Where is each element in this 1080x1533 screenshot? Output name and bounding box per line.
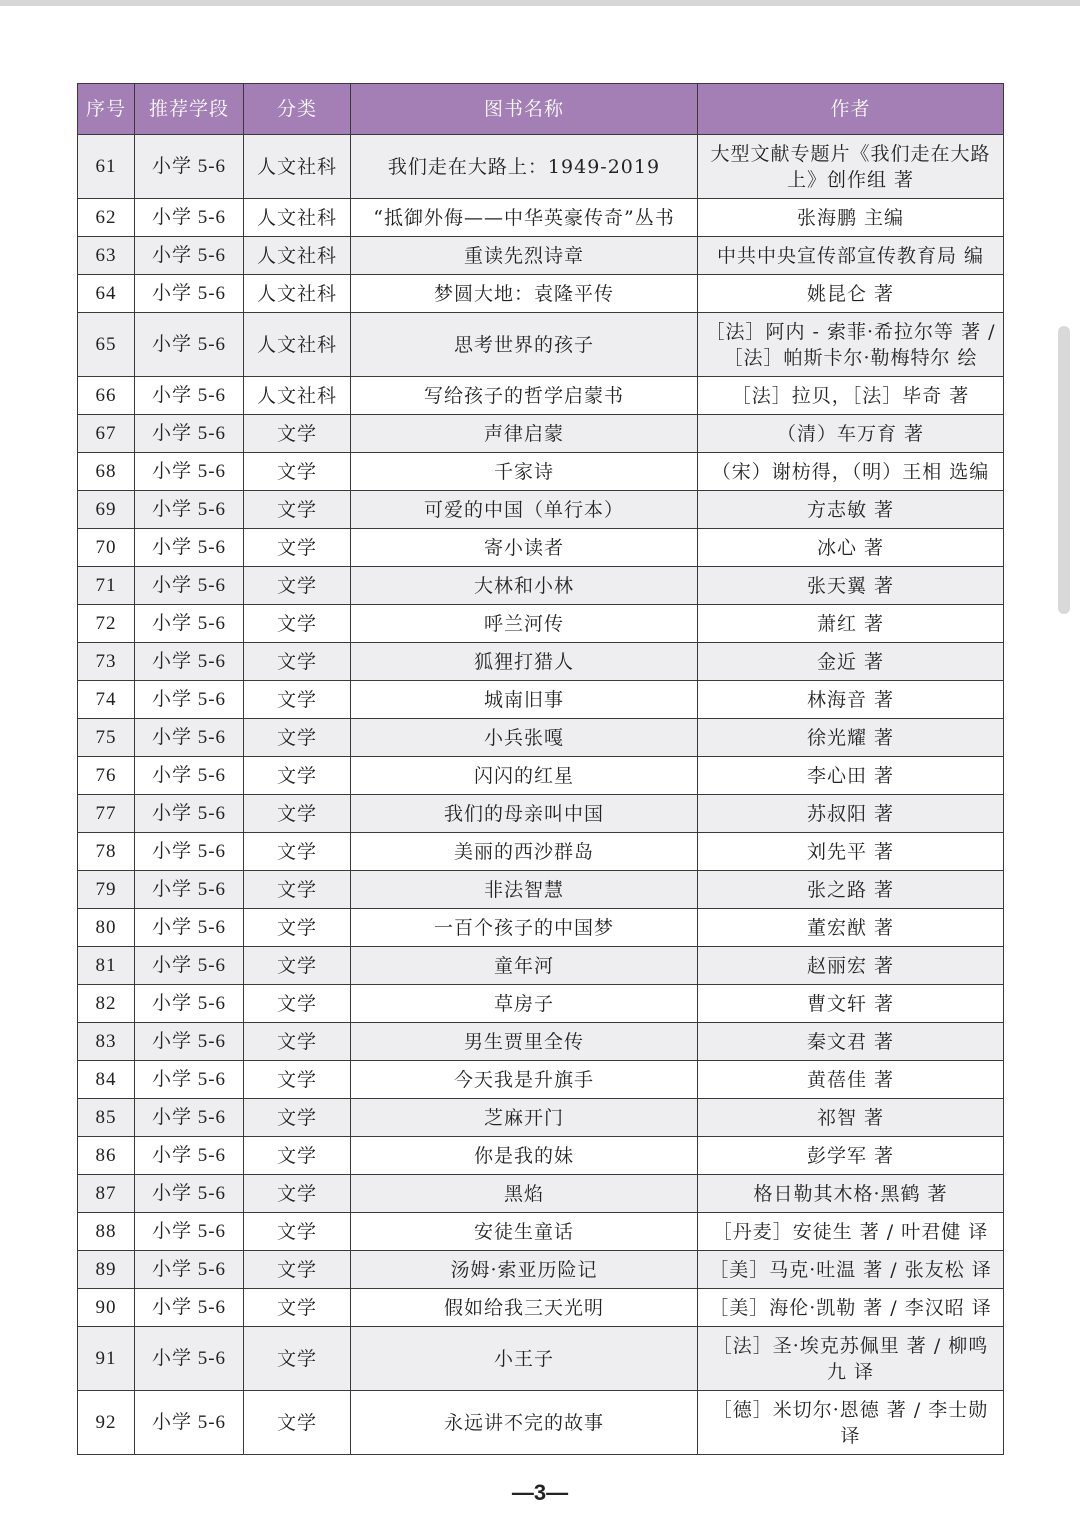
cell-number: 67 [78, 415, 135, 453]
cell-title: 草房子 [351, 985, 698, 1023]
table-row [78, 719, 1004, 757]
table-row [78, 795, 1004, 833]
cell-stage: 小学 5-6 [135, 1391, 244, 1455]
cell-category: 文学 [244, 1213, 351, 1251]
cell-number: 86 [78, 1137, 135, 1175]
cell-title: 声律启蒙 [351, 415, 698, 453]
cell-author: 刘先平 著 [698, 833, 1004, 871]
cell-category: 文学 [244, 1023, 351, 1061]
table-row [78, 237, 1004, 275]
cell-number: 75 [78, 719, 135, 757]
cell-author: 李心田 著 [698, 757, 1004, 795]
book-list-table [77, 83, 1004, 1455]
table-row [78, 1327, 1004, 1391]
table-row [78, 377, 1004, 415]
table-row [78, 1137, 1004, 1175]
cell-category: 文学 [244, 529, 351, 567]
top-status-bar [0, 0, 1080, 6]
cell-author: 张之路 著 [698, 871, 1004, 909]
table-row [78, 871, 1004, 909]
cell-stage: 小学 5-6 [135, 985, 244, 1023]
cell-title: 假如给我三天光明 [351, 1289, 698, 1327]
cell-author: ［法］圣·埃克苏佩里 著 / 柳鸣九 译 [698, 1327, 1004, 1391]
table-row [78, 1099, 1004, 1137]
cell-stage: 小学 5-6 [135, 795, 244, 833]
cell-number: 87 [78, 1175, 135, 1213]
cell-number: 77 [78, 795, 135, 833]
cell-number: 61 [78, 135, 135, 199]
cell-category: 人文社科 [244, 313, 351, 377]
cell-author: 徐光耀 著 [698, 719, 1004, 757]
cell-author: 张天翼 著 [698, 567, 1004, 605]
cell-author: 萧红 著 [698, 605, 1004, 643]
table-row [78, 199, 1004, 237]
table-row [78, 681, 1004, 719]
cell-stage: 小学 5-6 [135, 567, 244, 605]
cell-title: 大林和小林 [351, 567, 698, 605]
cell-number: 64 [78, 275, 135, 313]
cell-stage: 小学 5-6 [135, 529, 244, 567]
cell-title: 我们走在大路上：1949-2019 [351, 135, 698, 199]
cell-stage: 小学 5-6 [135, 1327, 244, 1391]
cell-title: 你是我的妹 [351, 1137, 698, 1175]
cell-author: 姚昆仑 著 [698, 275, 1004, 313]
cell-title: 重读先烈诗章 [351, 237, 698, 275]
table-row [78, 1213, 1004, 1251]
cell-category: 人文社科 [244, 135, 351, 199]
table-row [78, 1391, 1004, 1455]
cell-author: ［美］马克·吐温 著 / 张友松 译 [698, 1251, 1004, 1289]
cell-number: 85 [78, 1099, 135, 1137]
table-row [78, 947, 1004, 985]
cell-author: 大型文献专题片《我们走在大路上》创作组 著 [698, 135, 1004, 199]
cell-title: 闪闪的红星 [351, 757, 698, 795]
cell-title: 永远讲不完的故事 [351, 1391, 698, 1455]
cell-author: 秦文君 著 [698, 1023, 1004, 1061]
cell-number: 89 [78, 1251, 135, 1289]
cell-number: 70 [78, 529, 135, 567]
cell-author: 格日勒其木格·黑鹤 著 [698, 1175, 1004, 1213]
cell-title: 童年河 [351, 947, 698, 985]
cell-author: （清）车万育 著 [698, 415, 1004, 453]
cell-category: 文学 [244, 757, 351, 795]
cell-stage: 小学 5-6 [135, 275, 244, 313]
header-stage: 推荐学段 [135, 84, 244, 135]
cell-author: 彭学军 著 [698, 1137, 1004, 1175]
cell-category: 文学 [244, 1289, 351, 1327]
cell-stage: 小学 5-6 [135, 833, 244, 871]
cell-stage: 小学 5-6 [135, 1137, 244, 1175]
cell-number: 80 [78, 909, 135, 947]
cell-stage: 小学 5-6 [135, 909, 244, 947]
cell-title: 可爱的中国（单行本） [351, 491, 698, 529]
cell-category: 人文社科 [244, 275, 351, 313]
table-row [78, 135, 1004, 199]
cell-category: 文学 [244, 567, 351, 605]
cell-title: 芝麻开门 [351, 1099, 698, 1137]
cell-title: 寄小读者 [351, 529, 698, 567]
page-number: —3— [511, 1480, 569, 1505]
cell-title: 今天我是升旗手 [351, 1061, 698, 1099]
cell-title: 写给孩子的哲学启蒙书 [351, 377, 698, 415]
cell-category: 文学 [244, 1327, 351, 1391]
cell-author: ［美］海伦·凯勒 著 / 李汉昭 译 [698, 1289, 1004, 1327]
cell-number: 88 [78, 1213, 135, 1251]
cell-author: 金近 著 [698, 643, 1004, 681]
cell-author: 祁智 著 [698, 1099, 1004, 1137]
cell-number: 76 [78, 757, 135, 795]
cell-title: 思考世界的孩子 [351, 313, 698, 377]
table-row [78, 1175, 1004, 1213]
cell-title: 男生贾里全传 [351, 1023, 698, 1061]
cell-author: ［法］阿内 - 索菲·希拉尔等 著 / ［法］帕斯卡尔·勒梅特尔 绘 [698, 313, 1004, 377]
cell-number: 81 [78, 947, 135, 985]
cell-author: 苏叔阳 著 [698, 795, 1004, 833]
cell-stage: 小学 5-6 [135, 313, 244, 377]
table-row [78, 985, 1004, 1023]
cell-number: 72 [78, 605, 135, 643]
table-row [78, 909, 1004, 947]
cell-author: 中共中央宣传部宣传教育局 编 [698, 237, 1004, 275]
cell-number: 73 [78, 643, 135, 681]
cell-number: 65 [78, 313, 135, 377]
cell-stage: 小学 5-6 [135, 681, 244, 719]
cell-author: 赵丽宏 著 [698, 947, 1004, 985]
cell-author: 黄蓓佳 著 [698, 1061, 1004, 1099]
cell-title: 小兵张嘎 [351, 719, 698, 757]
cell-title: 非法智慧 [351, 871, 698, 909]
cell-category: 文学 [244, 643, 351, 681]
cell-category: 文学 [244, 909, 351, 947]
header-author: 作者 [698, 84, 1004, 135]
cell-stage: 小学 5-6 [135, 415, 244, 453]
header-number: 序号 [78, 84, 135, 135]
cell-category: 人文社科 [244, 199, 351, 237]
cell-author: 董宏猷 著 [698, 909, 1004, 947]
cell-number: 71 [78, 567, 135, 605]
cell-category: 文学 [244, 795, 351, 833]
cell-stage: 小学 5-6 [135, 1213, 244, 1251]
cell-stage: 小学 5-6 [135, 1289, 244, 1327]
cell-title: 小王子 [351, 1327, 698, 1391]
cell-title: 汤姆·索亚历险记 [351, 1251, 698, 1289]
cell-number: 82 [78, 985, 135, 1023]
cell-number: 68 [78, 453, 135, 491]
cell-stage: 小学 5-6 [135, 237, 244, 275]
cell-author: 冰心 著 [698, 529, 1004, 567]
cell-stage: 小学 5-6 [135, 199, 244, 237]
table-row [78, 1251, 1004, 1289]
cell-author: ［丹麦］安徒生 著 / 叶君健 译 [698, 1213, 1004, 1251]
table-row [78, 757, 1004, 795]
cell-category: 文学 [244, 947, 351, 985]
table-row [78, 605, 1004, 643]
cell-number: 62 [78, 199, 135, 237]
cell-author: 方志敏 著 [698, 491, 1004, 529]
cell-stage: 小学 5-6 [135, 871, 244, 909]
cell-category: 文学 [244, 491, 351, 529]
cell-category: 文学 [244, 1391, 351, 1455]
table-header-row [78, 84, 1004, 135]
table-row [78, 1023, 1004, 1061]
cell-stage: 小学 5-6 [135, 719, 244, 757]
cell-author: 张海鹏 主编 [698, 199, 1004, 237]
cell-category: 文学 [244, 605, 351, 643]
cell-title: 梦圆大地：袁隆平传 [351, 275, 698, 313]
cell-number: 91 [78, 1327, 135, 1391]
cell-stage: 小学 5-6 [135, 947, 244, 985]
cell-category: 文学 [244, 1061, 351, 1099]
table-row [78, 275, 1004, 313]
cell-category: 文学 [244, 1099, 351, 1137]
cell-title: 呼兰河传 [351, 605, 698, 643]
cell-category: 文学 [244, 871, 351, 909]
cell-stage: 小学 5-6 [135, 1023, 244, 1061]
cell-author: 林海音 著 [698, 681, 1004, 719]
cell-category: 人文社科 [244, 237, 351, 275]
table-row [78, 1061, 1004, 1099]
cell-category: 文学 [244, 1175, 351, 1213]
header-category: 分类 [244, 84, 351, 135]
cell-stage: 小学 5-6 [135, 135, 244, 199]
cell-stage: 小学 5-6 [135, 491, 244, 529]
cell-stage: 小学 5-6 [135, 1251, 244, 1289]
cell-number: 74 [78, 681, 135, 719]
table-row [78, 567, 1004, 605]
cell-author: （宋）谢枋得，（明）王相 选编 [698, 453, 1004, 491]
cell-number: 84 [78, 1061, 135, 1099]
cell-category: 文学 [244, 681, 351, 719]
cell-author: ［德］米切尔·恩德 著 / 李士勋 译 [698, 1391, 1004, 1455]
cell-stage: 小学 5-6 [135, 1175, 244, 1213]
table-row [78, 529, 1004, 567]
cell-number: 92 [78, 1391, 135, 1455]
cell-stage: 小学 5-6 [135, 1099, 244, 1137]
cell-number: 69 [78, 491, 135, 529]
cell-category: 文学 [244, 985, 351, 1023]
table-row [78, 491, 1004, 529]
cell-title: 美丽的西沙群岛 [351, 833, 698, 871]
cell-author: 曹文轩 著 [698, 985, 1004, 1023]
cell-stage: 小学 5-6 [135, 1061, 244, 1099]
cell-author: ［法］拉贝，［法］毕奇 著 [698, 377, 1004, 415]
table-row [78, 313, 1004, 377]
table-row [78, 833, 1004, 871]
cell-title: 黑焰 [351, 1175, 698, 1213]
cell-stage: 小学 5-6 [135, 643, 244, 681]
cell-title: “抵御外侮——中华英豪传奇”丛书 [351, 199, 698, 237]
cell-title: 我们的母亲叫中国 [351, 795, 698, 833]
cell-number: 90 [78, 1289, 135, 1327]
cell-stage: 小学 5-6 [135, 757, 244, 795]
cell-category: 文学 [244, 833, 351, 871]
cell-stage: 小学 5-6 [135, 453, 244, 491]
header-title: 图书名称 [351, 84, 698, 135]
cell-stage: 小学 5-6 [135, 605, 244, 643]
cell-title: 一百个孩子的中国梦 [351, 909, 698, 947]
cell-title: 狐狸打猎人 [351, 643, 698, 681]
cell-title: 安徒生童话 [351, 1213, 698, 1251]
cell-category: 文学 [244, 1137, 351, 1175]
cell-title: 城南旧事 [351, 681, 698, 719]
table-row [78, 453, 1004, 491]
cell-number: 83 [78, 1023, 135, 1061]
cell-category: 文学 [244, 1251, 351, 1289]
cell-category: 文学 [244, 719, 351, 757]
cell-title: 千家诗 [351, 453, 698, 491]
cell-number: 66 [78, 377, 135, 415]
scrollbar[interactable] [1058, 326, 1070, 614]
cell-stage: 小学 5-6 [135, 377, 244, 415]
table-row [78, 643, 1004, 681]
table-row [78, 1289, 1004, 1327]
table-row [78, 415, 1004, 453]
cell-number: 63 [78, 237, 135, 275]
cell-number: 78 [78, 833, 135, 871]
cell-category: 文学 [244, 453, 351, 491]
cell-number: 79 [78, 871, 135, 909]
cell-category: 文学 [244, 415, 351, 453]
cell-category: 人文社科 [244, 377, 351, 415]
